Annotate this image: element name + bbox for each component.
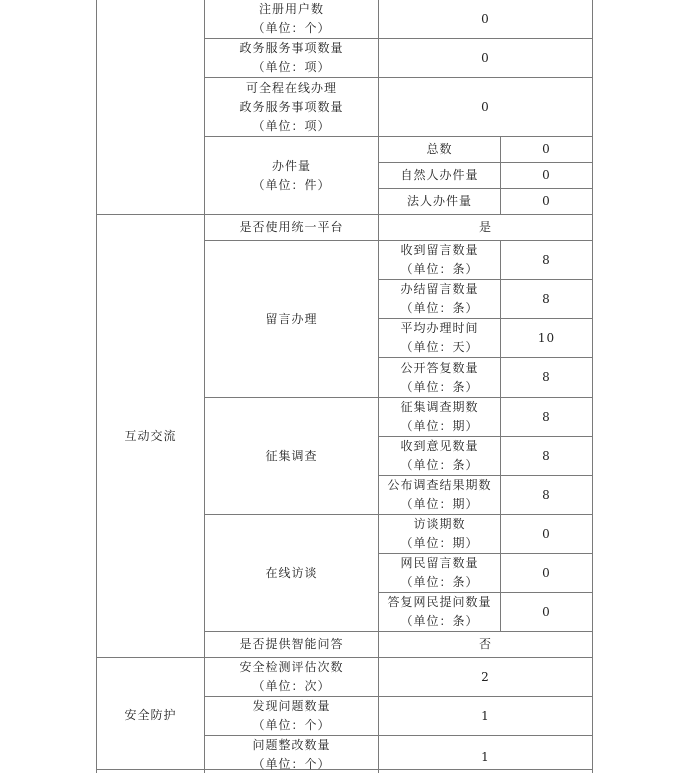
handled-natural-label: 自然人办件量 <box>400 168 479 182</box>
messages-label: 留言办理 <box>265 311 318 326</box>
survey-results-label: 公布调查结果期数 （单位：期） <box>387 478 492 511</box>
registered-users-label: 注册用户数 （单位：个） <box>252 2 331 35</box>
security-checks-value: 2 <box>481 669 490 684</box>
messages-received-label: 收到留言数量 （单位：条） <box>400 243 479 276</box>
interview-messages-label: 网民留言数量 （单位：条） <box>400 556 479 589</box>
security-issues-label: 发现问题数量 （单位：个） <box>252 699 331 732</box>
security-fixed-label: 问题整改数量 （单位：个） <box>252 738 331 771</box>
survey-opinions-value: 8 <box>542 448 551 463</box>
security-section-title: 安全防护 <box>124 708 177 722</box>
online-items-label: 可全程在线办理 政务服务事项数量 （单位：项） <box>239 80 344 133</box>
messages-received-value: 8 <box>542 252 551 267</box>
handled-legal-value: 0 <box>542 194 551 208</box>
online-items-value: 0 <box>481 99 490 114</box>
unified-platform-label: 是否使用统一平台 <box>239 220 344 234</box>
smart-qa-label: 是否提供智能问答 <box>239 637 344 651</box>
handled-total-value: 0 <box>542 142 551 156</box>
survey-label: 征集调查 <box>265 448 318 463</box>
handled-natural-value: 0 <box>542 168 551 182</box>
handled-legal-label: 法人办件量 <box>406 194 472 208</box>
security-checks-label: 安全检测评估次数 （单位：次） <box>239 660 344 693</box>
interview-replies-value: 0 <box>542 604 551 619</box>
interview-periods-value: 0 <box>542 526 551 541</box>
unified-platform-value: 是 <box>478 220 492 234</box>
messages-closed-label: 办结留言数量 （单位：条） <box>400 282 479 315</box>
gov-items-value: 0 <box>481 50 490 65</box>
survey-opinions-label: 收到意见数量 （单位：条） <box>400 439 479 472</box>
registered-users-value: 0 <box>481 11 490 26</box>
security-issues-value: 1 <box>481 708 490 723</box>
security-fixed-value: 1 <box>481 749 490 764</box>
survey-results-value: 8 <box>542 487 551 502</box>
interview-periods-label: 访谈期数 （单位：期） <box>400 517 479 550</box>
smart-qa-value: 否 <box>478 637 492 651</box>
interview-messages-value: 0 <box>542 565 551 580</box>
interaction-section-title: 互动交流 <box>124 428 177 443</box>
gov-items-label: 政务服务事项数量 （单位：项） <box>239 41 344 74</box>
handled-label: 办件量 （单位：件） <box>252 158 331 192</box>
interview-label: 在线访谈 <box>265 565 318 580</box>
messages-closed-value: 8 <box>542 291 551 306</box>
messages-avg-time-label: 平均办理时间 （单位：天） <box>400 321 479 354</box>
interview-replies-label: 答复网民提问数量 （单位：条） <box>387 595 492 628</box>
survey-periods-label: 征集调查期数 （单位：期） <box>400 400 479 433</box>
survey-periods-value: 8 <box>542 409 551 424</box>
messages-public-label: 公开答复数量 （单位：条） <box>400 360 479 394</box>
handled-total-label: 总数 <box>426 142 453 156</box>
messages-avg-time-value: 10 <box>537 330 556 345</box>
messages-public-value: 8 <box>542 370 551 384</box>
